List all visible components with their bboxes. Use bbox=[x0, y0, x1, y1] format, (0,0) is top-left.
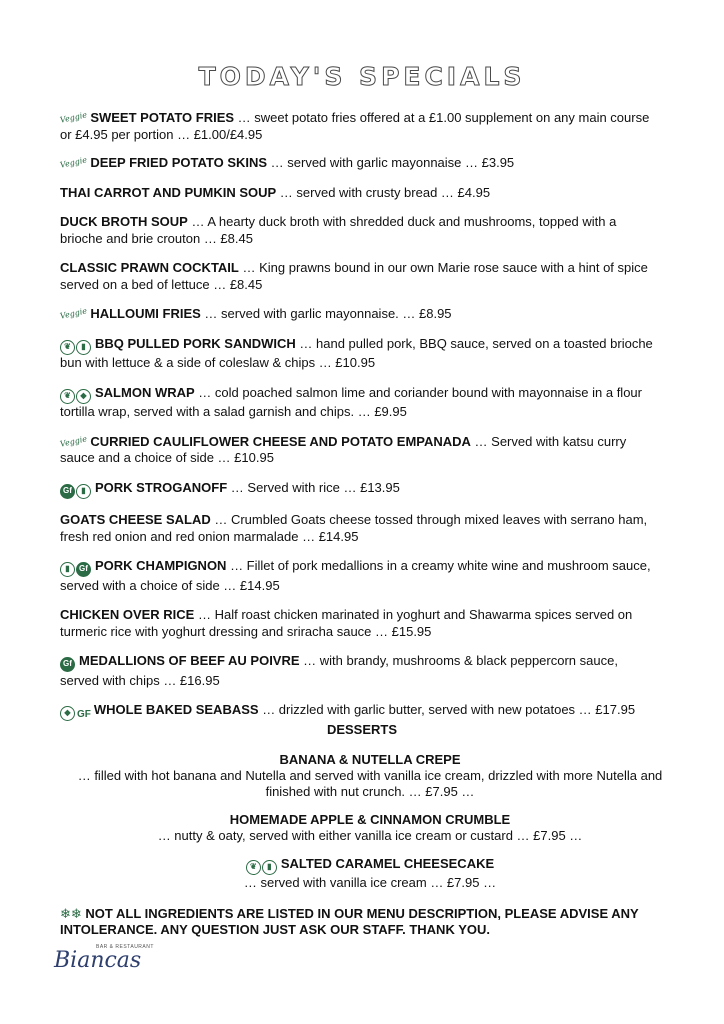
veggie-icon: Veggie bbox=[59, 433, 88, 449]
dessert-item bbox=[60, 856, 680, 891]
item-description: … A hearty duck broth with shredded duck and mushrooms, topped with a brioche and brie crouton … £8.45 bbox=[60, 214, 617, 246]
menu-item bbox=[60, 480, 660, 500]
menu-item bbox=[60, 512, 660, 545]
allergen-icons bbox=[60, 656, 76, 673]
allergy-note-text: NOT ALL INGREDIENTS ARE LISTED IN OUR MENU DESCRIPTION, PLEASE ADVISE ANY INTOLERANCE. ANY QUESTION JUST ASK OUR STAFF. THANK YOU. bbox=[60, 906, 639, 937]
menu-item bbox=[60, 185, 660, 202]
restaurant-logo bbox=[48, 944, 158, 974]
item-description: … cold poached salmon lime and coriander bound with mayonnaise in a flour tortilla wrap, served with a salad garnish and chips. … £9.95 bbox=[60, 384, 642, 419]
gluten-icon: ❦ bbox=[60, 389, 75, 404]
item-name: MEDALLIONS OF BEEF AU POIVRE bbox=[79, 653, 300, 668]
menu-item bbox=[60, 260, 660, 293]
desserts-heading: DESSERTS bbox=[326, 722, 398, 737]
lactose-icon: ▮ bbox=[76, 484, 91, 499]
snowflake-icon: ❄❄ bbox=[60, 906, 82, 921]
item-name: CURRIED CAULIFLOWER CHEESE AND POTATO EMPANADA bbox=[90, 433, 471, 449]
dessert-name bbox=[60, 856, 680, 875]
item-name: PORK STROGANOFF bbox=[95, 479, 228, 495]
gluten-icon: ❦ bbox=[246, 860, 261, 875]
allergen-icons bbox=[60, 705, 91, 724]
dessert-description: … filled with hot banana and Nutella and served with vanilla ice cream, drizzled with more Nutella and finished with nut crunch. … £7.95 … bbox=[77, 768, 663, 799]
fish-icon: ◆ bbox=[60, 706, 75, 721]
item-name: CHICKEN OVER RICE bbox=[60, 607, 195, 622]
item-name: DEEP FRIED POTATO SKINS bbox=[90, 155, 268, 170]
menu-item bbox=[60, 653, 660, 689]
dessert-name: BANANA & NUTELLA CREPE bbox=[279, 752, 461, 767]
item-name: HALLOUMI FRIES bbox=[90, 306, 201, 321]
item-name: PORK CHAMPIGNON bbox=[95, 558, 227, 573]
item-name: GOATS CHEESE SALAD bbox=[60, 512, 211, 527]
specials-list bbox=[60, 110, 660, 724]
item-description: … Served with rice … £13.95 bbox=[227, 479, 400, 495]
menu-item bbox=[60, 306, 660, 323]
gf-text-icon: GF bbox=[77, 709, 91, 720]
menu-item bbox=[60, 385, 660, 421]
logo-name: Biancas bbox=[54, 948, 142, 973]
item-description: … served with garlic mayonnaise … £3.95 bbox=[267, 155, 515, 170]
item-description: … served with garlic mayonnaise. … £8.95 bbox=[200, 306, 452, 321]
item-description: … Half roast chicken marinated in yoghurt and Shawarma spices served on turmeric rice with yoghurt dressing and sriracha sauce … £15.95 bbox=[60, 607, 633, 639]
dessert-description: … nutty & oaty, served with either vanilla ice cream or custard … £7.95 … bbox=[157, 828, 583, 843]
menu-item bbox=[60, 702, 660, 724]
dessert-item bbox=[60, 812, 680, 844]
menu-item bbox=[60, 434, 660, 467]
item-description: … King prawns bound in our own Marie rose sauce with a hint of spice served on a bed of lettuce … £8.45 bbox=[60, 260, 648, 292]
veggie-icon: Veggie bbox=[59, 306, 88, 321]
menu-item bbox=[60, 155, 660, 172]
item-description: … sweet potato fries offered at a £1.00 supplement on any main course or £4.95 per portion … £1.00/£4.95 bbox=[60, 110, 650, 142]
item-name: WHOLE BAKED SEABASS bbox=[93, 702, 259, 717]
page-title: TODAY'S SPECIALS bbox=[198, 62, 526, 91]
allergen-icons bbox=[60, 561, 92, 578]
allergen-icons bbox=[246, 859, 278, 875]
item-name: THAI CARROT AND PUMKIN SOUP bbox=[60, 184, 277, 200]
allergen-icons bbox=[60, 483, 92, 500]
item-name: SWEET POTATO FRIES bbox=[90, 110, 235, 125]
item-name: DUCK BROTH SOUP bbox=[60, 214, 188, 229]
item-description: … drizzled with garlic butter, served with new potatoes … £17.95 bbox=[258, 702, 636, 717]
veggie-icon: Veggie bbox=[59, 155, 88, 170]
item-description: … served with crusty bread … £4.95 bbox=[276, 184, 491, 200]
gluten-free-icon: Gf bbox=[76, 562, 91, 577]
dessert-name-text: SALTED CARAMEL CHEESECAKE bbox=[280, 856, 495, 871]
dessert-description: … served with vanilla ice cream … £7.95 … bbox=[243, 875, 497, 891]
item-name: SALMON WRAP bbox=[95, 384, 195, 400]
lactose-icon: ▮ bbox=[76, 340, 91, 355]
item-description: … with brandy, mushrooms & black peppercorn sauce, served with chips … £16.95 bbox=[60, 653, 618, 688]
veggie-icon: Veggie bbox=[59, 110, 88, 125]
gluten-icon: ❦ bbox=[60, 340, 75, 355]
item-description: … Crumbled Goats cheese tossed through mixed leaves with serrano ham, fresh red onion and red onion marmalade … £14.95 bbox=[60, 512, 648, 544]
fish-icon: ◆ bbox=[76, 389, 91, 404]
logo-tagline: BAR & RESTAURANT bbox=[96, 944, 154, 950]
dessert-name: HOMEMADE APPLE & CINNAMON CRUMBLE bbox=[229, 812, 511, 827]
lactose-icon: ▮ bbox=[60, 562, 75, 577]
item-description: … Served with katsu curry sauce and a choice of side … £10.95 bbox=[60, 433, 627, 465]
gluten-free-icon: Gf bbox=[60, 484, 75, 499]
gluten-free-icon: Gf bbox=[60, 657, 75, 672]
menu-item bbox=[60, 336, 660, 372]
item-name: BBQ PULLED PORK SANDWICH bbox=[95, 335, 296, 351]
menu-item bbox=[60, 607, 660, 640]
allergy-note bbox=[60, 906, 680, 938]
dessert-item bbox=[60, 752, 680, 800]
menu-item bbox=[60, 558, 660, 594]
item-description: … hand pulled pork, BBQ sauce, served on a toasted brioche bun with lettuce & a side of coleslaw & chips … £10.95 bbox=[60, 335, 653, 370]
lactose-icon: ▮ bbox=[262, 860, 277, 875]
item-name: CLASSIC PRAWN COCKTAIL bbox=[60, 260, 239, 275]
allergen-icons bbox=[60, 339, 92, 356]
allergen-icons bbox=[60, 388, 92, 405]
menu-item bbox=[60, 110, 660, 143]
menu-item bbox=[60, 214, 660, 247]
item-description: … Fillet of pork medallions in a creamy white wine and mushroom sauce, served with a choice of side … £14.95 bbox=[60, 558, 651, 593]
